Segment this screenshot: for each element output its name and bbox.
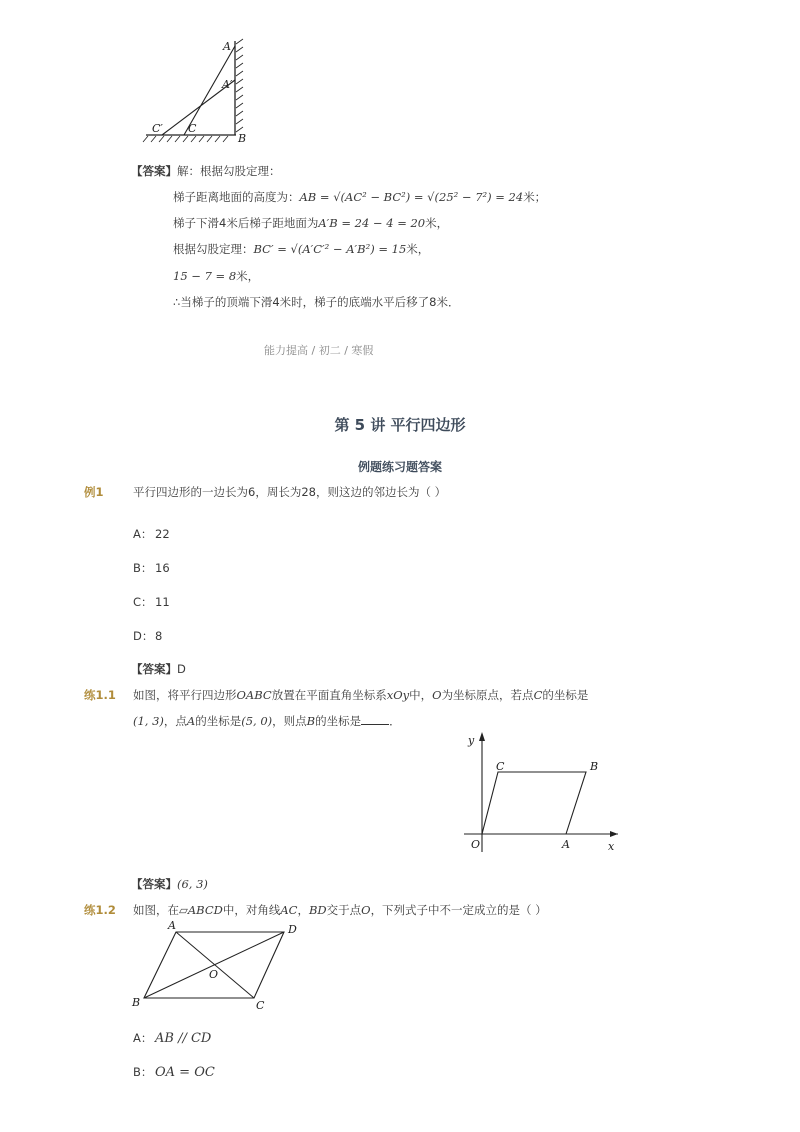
ex11-answer [131, 876, 208, 892]
line4-math: 15 − 7 = 8 [173, 269, 237, 283]
q-math: A [186, 714, 196, 728]
line1-unit: 米； [523, 190, 547, 204]
point-label-o: O [471, 838, 481, 851]
option-value: OA = OC [155, 1065, 215, 1080]
ex11-question-line1 [133, 687, 633, 703]
line2-math: A′B = 24 − 4 = 20 [318, 216, 426, 230]
option-value: AB // CD [155, 1031, 212, 1046]
prev-answer-line1 [173, 189, 546, 205]
point-label-b: B [132, 996, 141, 1009]
q-math: OABC [236, 688, 272, 702]
q-text: 的坐标是 [315, 714, 362, 728]
answer-tag: 【答案】 [131, 164, 177, 178]
q-text: ，点 [163, 714, 187, 728]
option-label: A： [133, 527, 153, 541]
prev-answer-line4 [173, 268, 259, 284]
q-math: O [361, 903, 371, 917]
line3-unit: 米， [406, 242, 430, 256]
q-math: (5, 0) [241, 714, 273, 728]
parallelogram-diagonals-figure [126, 918, 306, 1014]
point-label-d: D [288, 923, 297, 936]
point-label-c: C [256, 999, 265, 1012]
q-text: ，下列式子中不一定成立的是（ ） [370, 903, 547, 917]
ex12-label: 练1.2 [84, 903, 116, 917]
option-value: 22 [155, 527, 170, 541]
q-math: xOy [386, 688, 410, 702]
axis-label-y: y [468, 734, 475, 747]
q-text: 中， [409, 688, 433, 702]
ex1-option-b[interactable] [133, 560, 170, 576]
page-footer: 能力提高 / 初二 / 寒假 [264, 344, 374, 357]
prev-answer-line2 [173, 215, 448, 231]
q-text: 的坐标是 [195, 714, 242, 728]
ladder-figure [140, 36, 260, 146]
ladder-label-c: C [188, 122, 197, 135]
ex1-option-a[interactable] [133, 526, 170, 542]
prev-answer-intro [131, 163, 281, 179]
point-label-o: O [209, 968, 219, 981]
ladder-label-c-prime: C′ [152, 122, 163, 135]
ladder-label-b: B [238, 132, 247, 145]
answer-tag: 【答案】 [131, 877, 177, 891]
prev-answer-line3 [173, 241, 429, 257]
q-text: ， [297, 903, 309, 917]
q-math: B [306, 714, 316, 728]
answer-blank[interactable] [361, 714, 389, 725]
line1-text: 梯子距离地面的高度为： [173, 190, 300, 204]
ex12-option-a[interactable] [133, 1030, 211, 1046]
answer-intro-text: 解：根据勾股定理： [177, 164, 281, 178]
axis-label-x: x [608, 840, 615, 853]
ex11-label: 练1.1 [84, 688, 116, 702]
ex11-question-line2 [133, 713, 401, 729]
option-label: C： [133, 595, 153, 609]
q-text: ，则点 [272, 714, 307, 728]
q-math: AC [280, 903, 298, 917]
line2-text: 梯子下滑4米后梯子距地面为 [173, 216, 319, 230]
line3-math: BC′ = √(A′C′² − A′B²) = 15 [253, 242, 407, 256]
option-label: B： [133, 561, 153, 575]
line3-text: 根据勾股定理： [173, 242, 254, 256]
option-value: 11 [155, 595, 170, 609]
ex1-question: 平行四边形的一边长为6，周长为28，则这边的邻边长为（ ） [133, 485, 447, 499]
option-label: D： [133, 629, 154, 643]
answer-value: (6, 3) [177, 877, 208, 891]
ex1-answer [131, 661, 186, 677]
q-math: C [533, 688, 543, 702]
q-text: ． [389, 714, 401, 728]
option-value: 8 [155, 629, 163, 643]
q-text: 如图，将平行四边形 [133, 688, 237, 702]
point-label-c: C [496, 760, 505, 773]
ladder-label-a: A [223, 40, 231, 53]
q-text: 为坐标原点，若点 [441, 688, 534, 702]
ladder-label-a-prime: A′ [222, 78, 233, 91]
ex1-label: 例1 [84, 485, 104, 499]
ex1-option-c[interactable] [133, 594, 170, 610]
q-text: 中，对角线 [222, 903, 281, 917]
q-text: 放置在平面直角坐标系 [271, 688, 387, 702]
q-math: BD [308, 903, 327, 917]
q-math: ABCD [187, 903, 223, 917]
q-text: 交于点 [326, 903, 362, 917]
q-math: O [432, 688, 442, 702]
ex12-option-b[interactable] [133, 1064, 215, 1080]
option-value: 16 [155, 561, 170, 575]
ex1-option-d[interactable] [133, 628, 162, 644]
point-label-b: B [590, 760, 599, 773]
point-label-a: A [562, 838, 570, 851]
answer-value: D [177, 662, 186, 676]
q-math: (1, 3) [133, 714, 164, 728]
option-label: B： [133, 1065, 153, 1079]
coordinate-parallelogram-figure [458, 728, 628, 854]
point-label-a: A [168, 919, 176, 932]
prev-answer-conclusion: ∴当梯子的顶端下滑4米时，梯子的底端水平后移了8米． [173, 295, 460, 309]
line1-math: AB = √(AC² − BC²) = √(25² − 7²) = 24 [299, 190, 524, 204]
line4-unit: 米， [236, 269, 260, 283]
q-text: 如图，在▱ [133, 903, 188, 917]
ex12-question [133, 902, 547, 918]
line2-unit: 米， [425, 216, 449, 230]
answer-tag: 【答案】 [131, 662, 177, 676]
lecture-title: 第 5 讲 平行四边形 [334, 416, 466, 434]
option-label: A： [133, 1031, 153, 1045]
lecture-subtitle: 例题练习题答案 [357, 460, 442, 474]
q-text: 的坐标是 [542, 688, 589, 702]
